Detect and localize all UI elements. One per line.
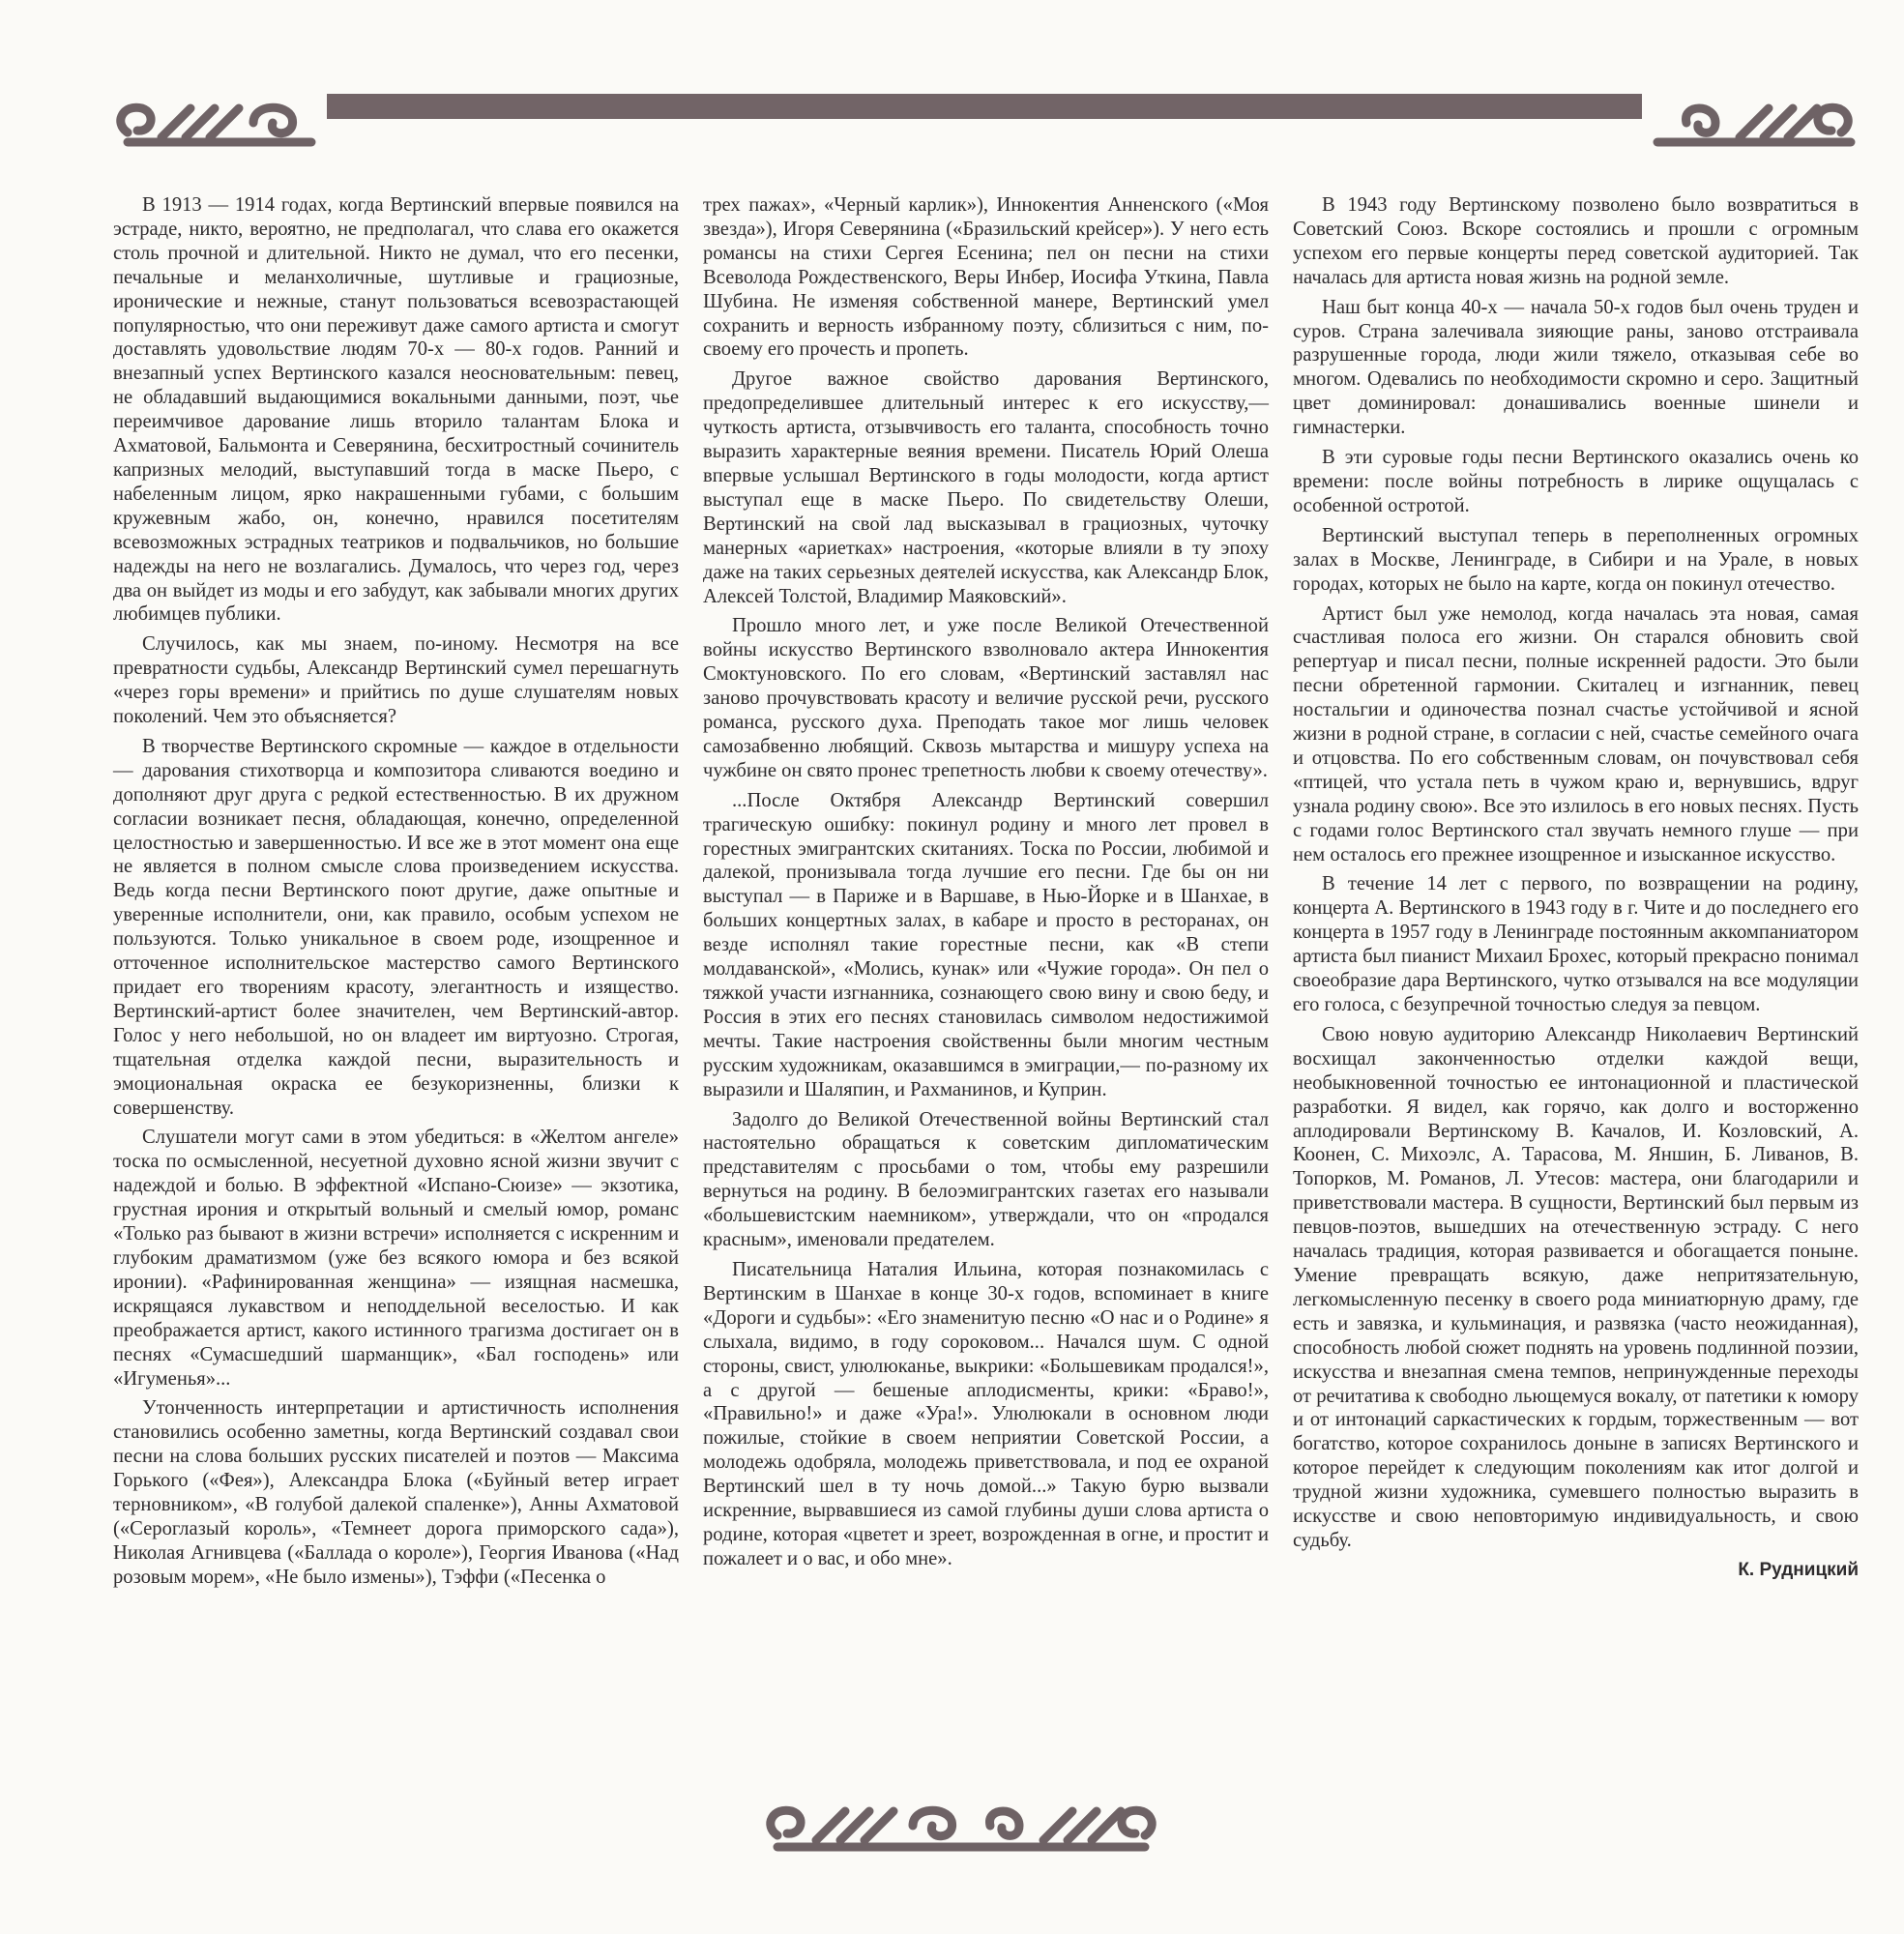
text-column-2 (703, 193, 1269, 1577)
paragraph: Писательница Наталия Ильина, которая познакомилась с Вертинским в Шанхае в конце 30-х годов, вспоминает в книге «Дороги и судьбы»: «Его знаменитую песню «О нас и о Родине» я слыхала, видимо, в году сороковом... Начался шум. С одной стороны, свист, улюлюканье, выкрики: «Большевикам продался!», а с другой — бешеные аплодисменты, крики: «Браво!», «Правильно!» и даже «Ура!». Улюлюкали в основном люди пожилые, стойкие в своем неприятии Советской России, а молодежь одобряла, молодежь приветствовала, и под ее охраной Вертинский шел в ту ночь домой...» Такую бурю вызвали искренние, вырвавшиеся из самой глубины души слова артиста о родине, которая «цветет и зреет, возрожденная в огне, и простит и пожалеет и о вас, и обо мне». (703, 1258, 1269, 1569)
paragraph: В течение 14 лет с первого, по возвращении на родину, концерта А. Вертинского в 1943 году в г. Чите и до последнего его концерта в 1957 году в Ленинграде постоянным аккомпаниатором артиста был пианист Михаил Брохес, который прекрасно понимал своеобразие дара Вертинского, чутко отзывался на все модуляции его голоса, с безупречной точностью следуя за певцом. (1293, 873, 1859, 1015)
paragraph: В 1913 — 1914 годах, когда Вертинский впервые появился на эстраде, никто, вероятно, не предполагал, что слава его окажется столь прочной и длительной. Никто не думал, что его песенки, печальные и меланхоличные, шутливые и грациозные, иронические и нежные, станут пользоваться всевозрастающей популярностью, что они переживут даже самого артиста и смогут доставлять удовольствие людям 70-х — 80-х годов. Ранний и внезапный успех Вертинского казался неосновательным: певец, не обладавший выдающимися вокальными данными, поэт, чье переимчивое дарование лишь вторило талантам Блока и Ахматовой, Бальмонта и Северянина, бесхитростный сочинитель капризных мелодий, выступавший тогда в маске Пьеро, с набеленным лицом, ярко накрашенными губами, с большим кружевным жабо, он, конечно, нравился посетителям всевозможных эстрадных театриков и подвальчиков, но большие надежды на него не возлагались. Думалось, что через год, через два он выйдет из моды и его забудут, как забывали многих других любимцев публики. (113, 194, 679, 626)
paragraph: В 1943 году Вертинскому позволено было возвратиться в Советский Союз. Вскоре состоялись и прошли с огромным успехом его первые концерты перед советской аудиторией. Так началась для артиста новая жизнь на родной земле. (1293, 194, 1859, 288)
text-column-1 (113, 193, 679, 1596)
scroll-ornament-bottom-icon (758, 1797, 1164, 1855)
paragraph: Артист был уже немолод, когда началась эта новая, самая счастливая полоса его жизни. Он старался обновить свой репертуар и писал песни, полные искренней радости. Это были песни обретенной гармонии. Скиталец и изгнанник, певец ностальгии и одиночества познал счастье устойчивой и ясной жизни в родной стране, в согласии с ней, счастье семейного очага и отцовства. По его собственным словам, он почувствовал себя «птицей, что устала петь в чужом краю и, вернувшись, вдруг узнала родину свою». Все это излилось в его новых песнях. Пусть с годами голос Вертинского стал звучать немного глуше — при нем осталось его прежнее изощренное и изысканное искусство. (1293, 602, 1859, 865)
paragraph: Прошло много лет, и уже после Великой Отечественной войны искусство Вертинского взволновало актера Иннокентия Смоктуновского. По его словам, «Вертинский заставлял нас заново прочувствовать красоту и величие русской речи, русского романса, русского духа. Преподать такое мог лишь человек самозабвенно любящий. Сквозь мытарства и мишуру успеха на чужбине он свято пронес трепетность любви к своему отечеству». (703, 615, 1269, 781)
paragraph: Свою новую аудиторию Александр Николаевич Вертинский восхищал законченностью отделки каждой вещи, необыкновенной точностью ее интонационной и пластической разработки. Я видел, как горячо, как долго и восторженно аплодировали Вертинскому В. Качалов, И. Козловский, А. Коонен, С. Михоэлс, А. Тарасова, М. Яншин, Б. Ливанов, В. Топорков, М. Романов, Л. Утесов: мастера, они благодарили и приветствовали мастера. В сущности, Вертинский был первым из певцов-поэтов, вышедших на отечественную эстраду. С него началась традиция, которая развивается и обогащается поныне. Умение превращать всякую, даже непритязательную, легкомысленную песенку в своего рода миниатюрную драму, где есть и завязка, и кульминация, и развязка (часто неожиданная), способность любой сюжет поднять на уровень подлинной поэзии, искусства и внезапная смена темпов, непринужденные переходы от речитатива к свободно льющемуся вокалу, от патетики к юмору и от интонаций саркастических к гордым, торжественным — вот богатство, которое сохранилось доныне в записях Вертинского и которое перейдет к следующим поколениям как итог долгой и трудной жизни художника, сумевшего полностью выразить в искусстве и свою неповторимую индивидуальность, и свою судьбу. (1293, 1023, 1859, 1551)
text-column-3 (1293, 193, 1859, 1583)
header-divider-bar (327, 94, 1642, 119)
author-signature: К. Рудницкий (1738, 1559, 1859, 1580)
paragraph: трех пажах», «Черный карлик»), Иннокентия Анненского («Моя звезда»), Игоря Северянина («Бразильский крейсер»). У него есть романсы на стихи Сергея Есенина; пел он песни на стихи Всеволода Рождественского, Веры Инбер, Иосифа Уткина, Павла Шубина. Не изменяя собственной манере, Вертинский умел сохранить и верность избранному поэту, сблизиться с ним, по-своему его прочесть и пропеть. (703, 194, 1269, 361)
scroll-ornament-left-icon (108, 94, 321, 152)
paragraph: В эти суровые годы песни Вертинского оказались очень ко времени: после войны потребность в лирике ощущалась с особенной остротой. (1293, 447, 1859, 516)
scroll-ornament-right-icon (1648, 94, 1860, 152)
paragraph: Слушатели могут сами в этом убедиться: в «Желтом ангеле» тоска по осмысленной, несуетной духовно ясной жизни звучит с надеждой и болью. В эффектной «Испано-Сюизе» — экзотика, грустная ирония и открытый вольный и смелый юмор, романс «Только раз бывают в жизни встречи» исполняется с искренним и глубоким драматизмом (уже без всякого юмора и без всякой иронии). «Рафинированная женщина» — изящная насмешка, искрящаяся лукавством и неподдельной веселостью. И как преображается артист, какого истинного трагизма достигает он в песнях «Сумасшедший шарманщик», «Бал господень» или «Игуменья»... (113, 1127, 679, 1390)
paragraph: Вертинский выступал теперь в переполненных огромных залах в Москве, Ленинграде, в Сибири и на Урале, в новых городах, которых не было на карте, когда он покинул отечество. (1293, 524, 1859, 595)
paragraph: Утонченность интерпретации и артистичность исполнения становились особенно заметны, когда Вертинский создавал свои песни на слова больших русских писателей и поэтов — Максима Горького («Фея»), Александра Блока («Буйный ветер играет терновником», «В голубой далекой спаленке»), Анны Ахматовой («Сероглазый король», «Темнеет дорога приморского сада»), Николая Агнивцева («Баллада о короле»), Георгия Иванова («Над розовым морем», «Не было измены»), Тэффи («Песенка о (113, 1397, 679, 1588)
paragraph: Наш быт конца 40-х — начала 50-х годов был очень труден и суров. Страна залечивала зияющие раны, заново отстраивала разрушенные города, люди жили тяжело, отказывая себе во многом. Одевались по необходимости скромно и серо. Защитный цвет доминировал: донашивались военные шинели и гимнастерки. (1293, 296, 1859, 439)
paragraph: ...После Октября Александр Вертинский совершил трагическую ошибку: покинул родину и много лет провел в горестных эмигрантских скитаниях. Тоска по России, любимой и далекой, пронизывала тогда лучшие его песни. Где бы он ни выступал — в Париже и в Варшаве, в Нью-Йорке и в Шанхае, в больших концертных залах, в кабаре и просто в ресторанах, он везде исполнял такие горестные песни, как «В степи молдаванской», «Молись, кунак» или «Чужие города». Он пел о тяжкой участи изгнанника, сознающего свою вину и свою беду, и Россия в этих его песнях становилась символом недостижимой мечты. Такие настроения свойственны были многим честным русским художникам, оказавшимся в эмиграции,— по-разному их выразили и Шаляпин, и Рахманинов, и Куприн. (703, 789, 1269, 1100)
paragraph: Задолго до Великой Отечественной войны Вертинский стал настоятельно обращаться к советским дипломатическим представителям с просьбами о том, чтобы ему разрешили вернуться на родину. В белоэмигрантских газетах его называли «большевистским наемником», утверждали, что он «продался красным», именовали предателем. (703, 1108, 1269, 1251)
paragraph: В творчестве Вертинского скромные — каждое в отдельности — дарования стихотворца и композитора сливаются воедино и дополняют друг друга с редкой естественностью. В их дружном согласии возникает песня, обладающая, конечно, определенной целостностью и завершенностью. И все же в этот момент она еще не является в полном смысле слова произведением искусства. Ведь когда песни Вертинского поют другие, даже опытные и уверенные исполнители, они, как правило, особым успехом не пользуются. Только уникальное в своем роде, изощренное и отточенное исполнительское мастерство самого Вертинского придает его творениям красоту, элегантность и изящество. Вертинский-артист более значителен, чем Вертинский-автор. Голос у него небольшой, но он владеет им виртуозно. Строгая, тщательная отделка каждой песни, выразительность и эмоциональная окраска ее безукоризненны, близки к совершенству. (113, 735, 679, 1119)
paragraph: Случилось, как мы знаем, по-иному. Несмотря на все превратности судьбы, Александр Вертинский сумел перешагнуть «через горы времени» и прийтись по душе слушателям новых поколений. Чем это объясняется? (113, 633, 679, 728)
paragraph: Другое важное свойство дарования Вертинского, предопределившее длительный интерес к его искусству,— чуткость артиста, отзывчивость его таланта, способность точно выразить характерные веяния времени. Писатель Юрий Олеша впервые услышал Вертинского в годы молодости, когда артист выступал еще в маске Пьеро. По свидетельству Олеши, Вертинский на свой лад высказывал в грациозных, чуточку манерных «ариетках» настроения, «которые влияли в ту эпоху даже на таких серьезных деятелей искусства, как Александр Блок, Алексей Толстой, Владимир Маяковский». (703, 368, 1269, 607)
